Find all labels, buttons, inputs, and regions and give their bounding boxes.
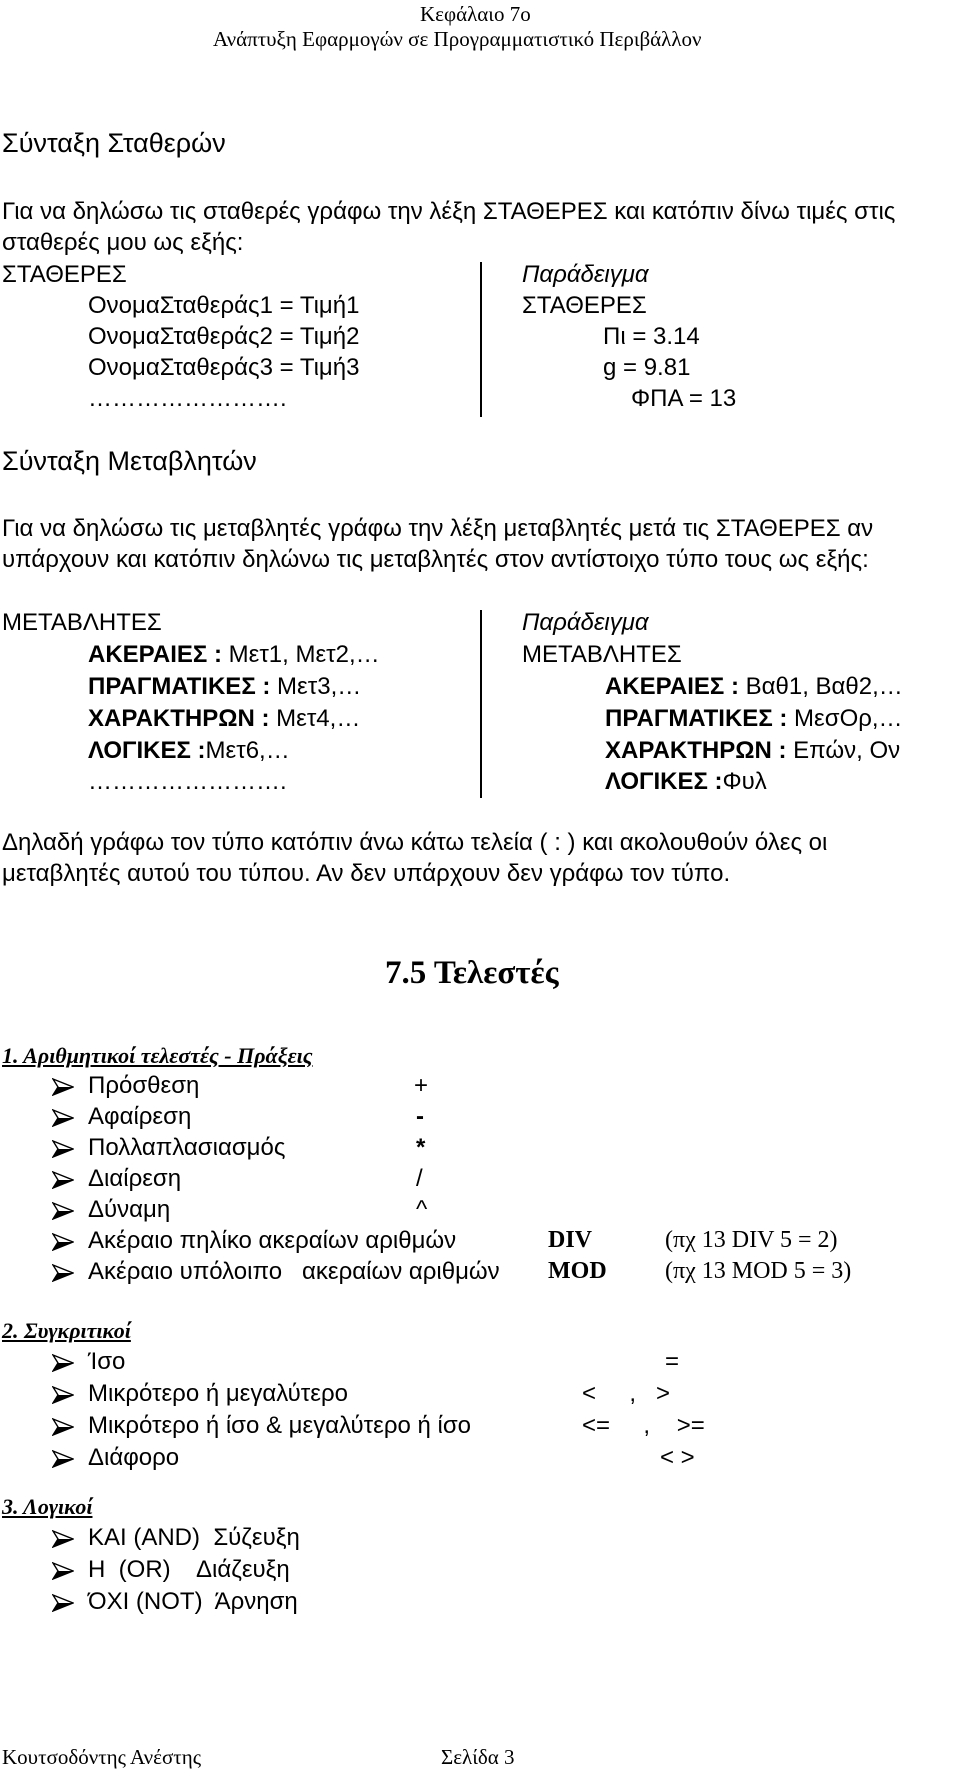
footer-page-number: Σελίδα 3 [441, 1745, 515, 1769]
bullet-arrow-icon [52, 1530, 74, 1548]
bullet-arrow-icon [52, 1264, 74, 1282]
bullet-arrow-icon [52, 1562, 74, 1580]
comparison-title: 2. Συγκριτικοί [2, 1318, 131, 1343]
logic-operator: ΌΧΙ (NOT) Άρνηση [88, 1588, 298, 1615]
operator-name: Πολλαπλασιασμός [88, 1134, 286, 1161]
constant-example: Πι = 3.14 [603, 323, 700, 350]
book-subtitle: Ανάπτυξη Εφαρμογών σε Προγραμματιστικό Περιβάλλον [213, 27, 702, 51]
variables-intro-line: Για να δηλώσω τις μεταβλητές γράφω την λέξη μεταβλητές μετά τις ΣΤΑΘΕΡΕΣ αν [2, 515, 874, 542]
variables-divider [480, 610, 482, 798]
operator-name: Μικρότερο ή ίσο & μεγαλύτερο ή ίσο [88, 1412, 471, 1439]
constants-example-title: Παράδειγμα [522, 261, 649, 288]
variable-example: ΛΟΓΙΚΕΣ :Φυλ [605, 768, 767, 795]
bullet-arrow-icon [52, 1109, 74, 1127]
variable-declaration: ΧΑΡΑΚΤΗΡΩΝ : Μετ4,… [88, 705, 361, 732]
constant-definition: ΟνομαΣταθεράς2 = Τιμή2 [88, 323, 360, 350]
bullet-arrow-icon [52, 1171, 74, 1189]
variables-ellipsis: ……………………. [88, 768, 287, 795]
logic-operator: ΚΑΙ (AND) Σύζευξη [88, 1524, 300, 1551]
constants-keyword: ΣΤΑΘΕΡΕΣ [2, 261, 127, 288]
bullet-arrow-icon [52, 1386, 74, 1404]
operator-symbol: MOD [548, 1258, 607, 1284]
footer-author: Κουτσοδόντης Ανέστης [2, 1745, 202, 1769]
variable-example: ΧΑΡΑΚΤΗΡΩΝ : Επών, Ον [605, 737, 901, 764]
constant-example: g = 9.81 [603, 354, 691, 381]
logic-title: 3. Λογικοί [2, 1494, 93, 1519]
constant-definition: ΟνομαΣταθεράς1 = Τιμή1 [88, 292, 360, 319]
constants-ellipsis: ……………………. [88, 385, 287, 412]
variable-declaration: ΑΚΕΡΑΙΕΣ : Μετ1, Μετ2,… [88, 641, 380, 668]
operator-name: Διάφορο [88, 1444, 180, 1471]
variables-note-line: μεταβλητές αυτού του τύπου. Αν δεν υπάρχουν δεν γράφω τον τύπο. [2, 860, 731, 887]
bullet-arrow-icon [52, 1594, 74, 1612]
variable-example: ΑΚΕΡΑΙΕΣ : Βαθ1, Βαθ2,… [605, 673, 903, 700]
operator-name: Αφαίρεση [88, 1103, 192, 1130]
operator-name: Ακέραιο πηλίκο ακεραίων αριθμών [88, 1227, 457, 1254]
bullet-arrow-icon [52, 1140, 74, 1158]
arithmetic-title: 1. Αριθμητικοί τελεστές - Πράξεις [2, 1043, 313, 1068]
variable-declaration: ΠΡΑΓΜΑΤΙΚΕΣ : Μετ3,… [88, 673, 362, 700]
variables-example-title: Παράδειγμα [522, 609, 649, 636]
operator-symbol: + [414, 1072, 429, 1099]
operator-name: Δύναμη [88, 1196, 171, 1223]
bullet-arrow-icon [52, 1233, 74, 1251]
bullet-arrow-icon [52, 1418, 74, 1436]
logic-operator: Η (OR) Διάζευξη [88, 1556, 290, 1583]
constants-example-keyword: ΣΤΑΘΕΡΕΣ [522, 292, 647, 319]
operator-name: Ίσο [88, 1348, 126, 1375]
operator-symbol: < > [660, 1444, 695, 1471]
operator-name: Ακέραιο υπόλοιπο ακεραίων αριθμών [88, 1258, 500, 1285]
variables-heading: Σύνταξη Μεταβλητών [2, 446, 257, 476]
operator-symbol: DIV [548, 1227, 593, 1253]
operator-name: Μικρότερο ή μεγαλύτερο [88, 1380, 348, 1407]
bullet-arrow-icon [52, 1354, 74, 1372]
variables-keyword: ΜΕΤΑΒΛΗΤΕΣ [2, 609, 162, 636]
section-title: 7.5 Τελεστές [385, 955, 559, 991]
constants-heading: Σύνταξη Σταθερών [2, 128, 226, 158]
variable-declaration: ΛΟΓΙΚΕΣ :Μετ6,… [88, 737, 290, 764]
variables-note-line: Δηλαδή γράφω τον τύπο κατόπιν άνω κάτω τελεία ( : ) και ακολουθούν όλες οι [2, 829, 828, 856]
constants-intro-line: Για να δηλώσω τις σταθερές γράφω την λέξη ΣΤΑΘΕΡΕΣ και κατόπιν δίνω τιμές στις [2, 198, 896, 225]
operator-symbol: <= , >= [582, 1412, 705, 1439]
chapter-header: Κεφάλαιο 7ο [420, 2, 531, 26]
operator-symbol: - [416, 1103, 424, 1130]
constant-definition: ΟνομαΣταθεράς3 = Τιμή3 [88, 354, 360, 381]
operator-example: (πχ 13 DIV 5 = 2) [665, 1227, 838, 1253]
constants-intro-line: σταθερές μου ως εξής: [2, 229, 244, 256]
operator-symbol: = [665, 1348, 680, 1375]
operator-symbol: ^ [416, 1196, 428, 1223]
operator-example: (πχ 13 MOD 5 = 3) [665, 1258, 852, 1284]
operator-symbol: * [416, 1134, 426, 1161]
bullet-arrow-icon [52, 1450, 74, 1468]
variables-example-keyword: ΜΕΤΑΒΛΗΤΕΣ [522, 641, 682, 668]
operator-name: Διαίρεση [88, 1165, 182, 1192]
operator-name: Πρόσθεση [88, 1072, 200, 1099]
variable-example: ΠΡΑΓΜΑΤΙΚΕΣ : ΜεσΟρ,… [605, 705, 903, 732]
constant-example: ΦΠΑ = 13 [631, 385, 737, 412]
bullet-arrow-icon [52, 1078, 74, 1096]
constants-divider [480, 262, 482, 417]
operator-symbol: / [416, 1165, 423, 1192]
bullet-arrow-icon [52, 1202, 74, 1220]
variables-intro-line: υπάρχουν και κατόπιν δηλώνω τις μεταβλητές στον αντίστοιχο τύπο τους ως εξής: [2, 546, 869, 573]
operator-symbol: < , > [582, 1380, 671, 1407]
